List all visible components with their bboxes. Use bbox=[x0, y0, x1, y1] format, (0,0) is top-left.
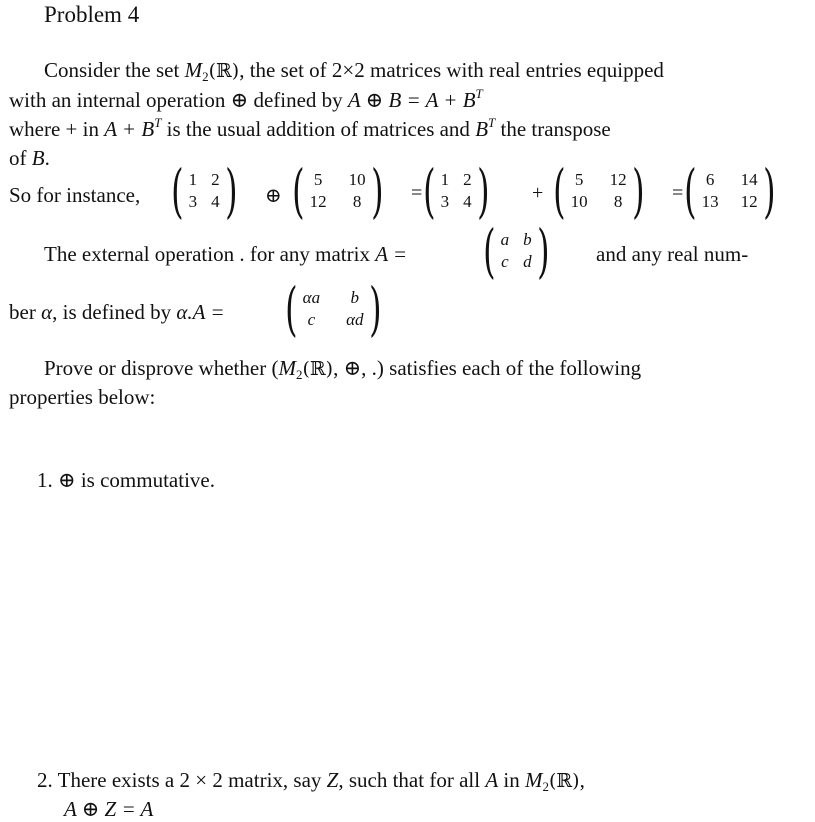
matrix-cell: 8 bbox=[352, 192, 362, 211]
math-sum: A + B bbox=[104, 117, 155, 141]
matrix-cell: 1 bbox=[440, 170, 450, 189]
external-text: , is defined by bbox=[52, 300, 177, 324]
math-Z: Z bbox=[326, 768, 339, 792]
matrix-cell: 12 bbox=[309, 192, 327, 211]
intro-text: where + in bbox=[9, 117, 105, 141]
math-M: M bbox=[524, 768, 543, 792]
matrix-3 bbox=[418, 157, 494, 225]
matrix-cell: c bbox=[501, 252, 509, 271]
math-A: A bbox=[485, 768, 499, 792]
external-text: The external operation . for any matrix bbox=[44, 242, 376, 266]
matrix-5-cells bbox=[702, 170, 758, 212]
item-text: , bbox=[579, 768, 585, 792]
matrix-4 bbox=[548, 157, 649, 225]
intro-text: is the usual addition of matrices and bbox=[161, 117, 476, 141]
matrix-3-cells bbox=[441, 170, 472, 212]
matrix-cell: 10 bbox=[570, 192, 588, 211]
left-paren: ( bbox=[423, 157, 436, 225]
item-text: , such that for all bbox=[338, 768, 486, 792]
math-M: M bbox=[184, 58, 203, 82]
external-line-2 bbox=[9, 300, 225, 325]
math-sup: T bbox=[475, 86, 483, 101]
math-A-equals: A = bbox=[375, 242, 408, 266]
matrix-cell: 10 bbox=[348, 170, 366, 189]
right-paren: ) bbox=[762, 157, 776, 225]
matrix-cell: 8 bbox=[613, 192, 623, 211]
oplus-symbol: ⊕ bbox=[265, 185, 282, 207]
intro-text: the transpose bbox=[495, 117, 611, 141]
matrix-alpha-A-cells bbox=[303, 288, 364, 330]
prove-text: Prove or disprove whether ( bbox=[44, 356, 279, 380]
left-paren: ( bbox=[171, 157, 184, 225]
right-paren: ) bbox=[631, 157, 645, 225]
math-M: M bbox=[278, 356, 296, 380]
math-R: (ℝ) bbox=[548, 770, 580, 792]
matrix-cell: 5 bbox=[313, 170, 323, 189]
matrix-2 bbox=[287, 157, 388, 225]
matrix-cell: 12 bbox=[609, 170, 627, 189]
left-paren: ( bbox=[553, 157, 566, 225]
item-2-equation: A ⊕ Z = A bbox=[64, 797, 154, 821]
math-sup: T bbox=[488, 115, 496, 130]
math-R: (ℝ) bbox=[208, 60, 240, 82]
left-paren: ( bbox=[285, 275, 298, 343]
matrix-5 bbox=[679, 157, 780, 225]
prove-line-2: properties below: bbox=[9, 385, 156, 409]
matrix-cell: 4 bbox=[463, 192, 472, 211]
matrix-A-cells bbox=[501, 230, 532, 272]
matrix-A bbox=[478, 217, 554, 285]
matrix-cell: b bbox=[523, 230, 532, 249]
item-text: There exists a 2 × 2 matrix, say bbox=[57, 768, 327, 792]
matrix-cell: 1 bbox=[188, 170, 198, 189]
matrix-cell: c bbox=[307, 310, 316, 329]
intro-text: Consider the set bbox=[44, 58, 185, 82]
prove-line-1 bbox=[44, 356, 641, 381]
right-paren: ) bbox=[370, 157, 384, 225]
right-paren: ) bbox=[476, 157, 490, 225]
matrix-cell: 3 bbox=[440, 192, 450, 211]
intro-line-4 bbox=[9, 146, 50, 171]
plus-symbol: + bbox=[532, 182, 544, 204]
right-paren: ) bbox=[224, 157, 238, 225]
item-text: in bbox=[498, 768, 525, 792]
intro-text: . bbox=[44, 146, 50, 170]
math-B: B bbox=[31, 146, 45, 170]
matrix-cell: a bbox=[500, 230, 510, 249]
item-text: ⊕ is commutative. bbox=[58, 468, 215, 492]
matrix-4-cells bbox=[571, 170, 627, 212]
prove-text: , ⊕, .) satisfies each of the following bbox=[333, 356, 642, 380]
intro-line-2 bbox=[9, 88, 483, 113]
math-sub: 2 bbox=[202, 69, 209, 84]
matrix-cell: 13 bbox=[701, 192, 719, 211]
equals-symbol: = bbox=[672, 182, 684, 204]
matrix-1-cells bbox=[189, 170, 220, 212]
item-2 bbox=[37, 768, 585, 793]
matrix-cell: αd bbox=[346, 310, 364, 329]
intro-text: with an internal operation ⊕ defined by bbox=[9, 88, 348, 112]
matrix-cell: 2 bbox=[463, 170, 472, 189]
problem-title: Problem 4 bbox=[44, 2, 140, 27]
math-sup: T bbox=[154, 115, 162, 130]
external-line-1 bbox=[44, 242, 407, 267]
matrix-cell: 4 bbox=[211, 192, 220, 211]
intro-line-3 bbox=[9, 117, 611, 142]
matrix-cell: b bbox=[350, 288, 360, 307]
item-1 bbox=[37, 468, 215, 493]
matrix-cell: 5 bbox=[574, 170, 584, 189]
external-line-1-end: and any real num- bbox=[596, 242, 749, 266]
equals-symbol: = bbox=[411, 182, 423, 204]
external-text: ber bbox=[9, 300, 42, 324]
matrix-1 bbox=[166, 157, 242, 225]
example-label: So for instance, bbox=[9, 183, 141, 207]
matrix-cell: 3 bbox=[188, 192, 198, 211]
left-paren: ( bbox=[292, 157, 305, 225]
matrix-cell: d bbox=[523, 252, 532, 271]
matrix-cell: 2 bbox=[211, 170, 220, 189]
math-definition: A ⊕ B = A + B bbox=[347, 88, 476, 112]
matrix-cell: αa bbox=[302, 288, 321, 307]
intro-line-1 bbox=[44, 58, 664, 83]
item-number: 1. bbox=[37, 468, 53, 492]
math-B: B bbox=[475, 117, 489, 141]
right-paren: ) bbox=[536, 217, 550, 285]
math-sub: 2 bbox=[542, 779, 549, 794]
matrix-cell: 6 bbox=[705, 170, 715, 189]
matrix-cell: 12 bbox=[740, 192, 758, 211]
right-paren: ) bbox=[368, 275, 382, 343]
intro-text: , the set of 2×2 matrices with real entries equipped bbox=[239, 58, 664, 82]
intro-text: of bbox=[9, 146, 32, 170]
item-number: 2. bbox=[37, 768, 53, 792]
matrix-alpha-A bbox=[280, 275, 386, 343]
math-alpha: α bbox=[41, 300, 53, 324]
left-paren: ( bbox=[483, 217, 496, 285]
math-alpha-A: α.A = bbox=[176, 300, 225, 324]
left-paren: ( bbox=[684, 157, 697, 225]
math-sub: 2 bbox=[295, 367, 303, 382]
matrix-cell: 14 bbox=[740, 170, 758, 189]
matrix-2-cells bbox=[310, 170, 366, 212]
math-R: (ℝ) bbox=[302, 358, 334, 380]
